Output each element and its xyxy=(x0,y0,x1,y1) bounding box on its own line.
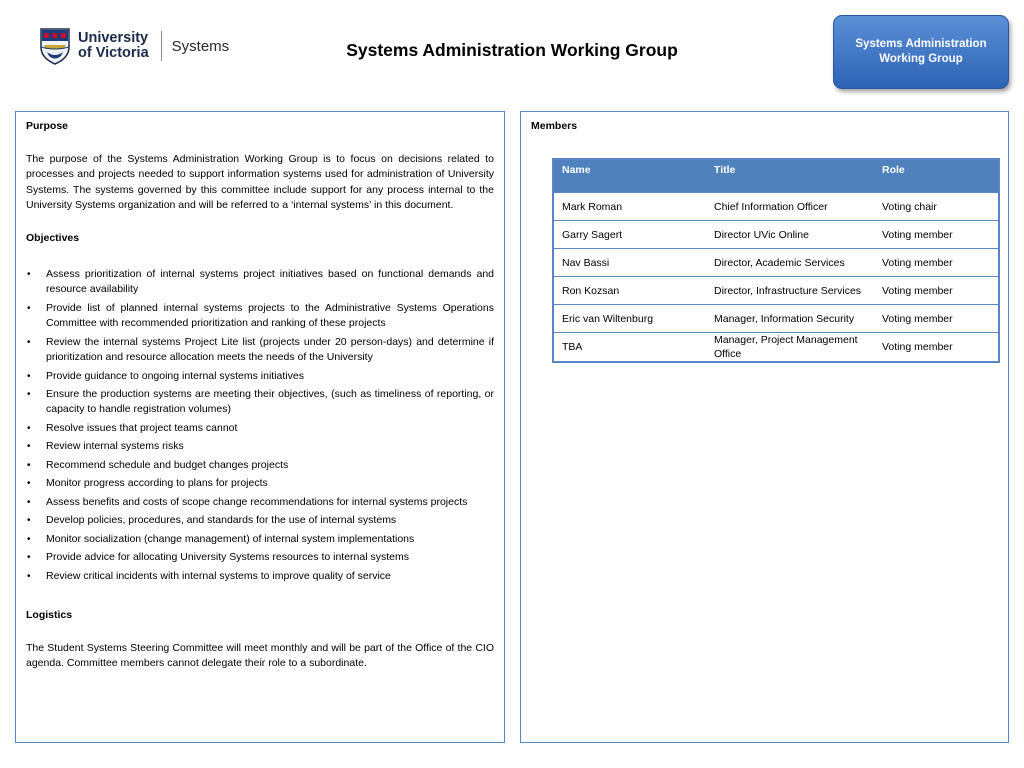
objective-item: • Recommend schedule and budget changes projects xyxy=(26,458,494,473)
member-role: Voting member xyxy=(874,305,999,333)
objective-item: • Review critical incidents with internal systems to improve quality of service xyxy=(26,569,494,584)
member-title: Chief Information Officer xyxy=(706,193,874,221)
member-name: Ron Kozsan xyxy=(553,277,706,305)
members-panel xyxy=(520,111,1009,743)
column-header-role: Role xyxy=(874,159,999,193)
table-header-row xyxy=(553,159,999,193)
logistics-heading: Logistics xyxy=(26,609,73,622)
member-role: Voting member xyxy=(874,221,999,249)
objective-item: • Resolve issues that project teams cannot xyxy=(26,421,494,436)
table-row xyxy=(553,333,999,363)
column-header-title: Title xyxy=(706,159,874,193)
member-role: Voting member xyxy=(874,277,999,305)
member-title: Director, Academic Services xyxy=(706,249,874,277)
member-name: Garry Sagert xyxy=(553,221,706,249)
objective-item: • Ensure the production systems are meeting their objectives, (such as timeliness of reporting, or capacity to handle registration volumes) xyxy=(26,387,494,418)
logistics-text: The Student Systems Steering Committee will meet monthly and will be part of the Office of the CIO agenda. Committee members cannot delegate their role to a subordinate. xyxy=(26,642,494,670)
objective-item: • Assess benefits and costs of scope change recommendations for internal systems projects xyxy=(26,495,494,510)
column-header-name: Name xyxy=(553,159,706,193)
page-title: Systems Administration Working Group xyxy=(346,40,678,60)
table-row xyxy=(553,305,999,333)
purpose-text: The purpose of the Systems Administration Working Group is to focus on decisions related to processes and projects needed to support information systems used for administration of University Systems. The systems governed by this committee include support for any process internal to the University Systems organization and will be referred to a ‘internal systems’ in this document. xyxy=(26,153,494,211)
member-title: Director, Infrastructure Services xyxy=(706,277,874,305)
member-role: Voting member xyxy=(874,249,999,277)
objective-item: • Provide advice for allocating University Systems resources to internal systems xyxy=(26,550,494,565)
table-row xyxy=(553,193,999,221)
logo-line-2: of Victoria xyxy=(78,45,149,61)
members-heading: Members xyxy=(531,120,578,132)
objective-item: • Monitor socialization (change management) of internal system implementations xyxy=(26,532,494,547)
objective-item: • Provide list of planned internal systems projects to the Administrative Systems Operations Committee with recommended prioritization and ranking of these projects xyxy=(26,301,494,332)
objective-item: • Develop policies, procedures, and standards for the use of internal systems xyxy=(26,513,494,528)
member-title: Director UVic Online xyxy=(706,221,874,249)
purpose-panel xyxy=(15,111,505,743)
group-badge xyxy=(833,15,1009,89)
member-role: Voting chair xyxy=(874,193,999,221)
member-name: TBA xyxy=(553,333,706,363)
member-name: Nav Bassi xyxy=(553,249,706,277)
member-name: Eric van Wiltenburg xyxy=(553,305,706,333)
objective-item: • Monitor progress according to plans for projects xyxy=(26,476,494,491)
members-table xyxy=(552,158,1000,363)
table-row xyxy=(553,277,999,305)
member-title: Manager, Project Management Office xyxy=(706,333,874,363)
objectives-heading: Objectives xyxy=(26,232,80,245)
logo-unit-name: Systems xyxy=(171,37,230,55)
logo-line-1: University xyxy=(78,30,149,46)
table-row xyxy=(553,249,999,277)
member-role: Voting member xyxy=(874,333,999,363)
table-row xyxy=(553,221,999,249)
objective-item: • Review internal systems risks xyxy=(26,439,494,454)
group-badge-label: Systems Administration Working Group xyxy=(855,38,987,65)
objective-item: • Review the internal systems Project Lite list (projects under 20 person-days) and determine if prioritization and resource allocation meets the needs of the University xyxy=(26,335,494,366)
objective-item: • Provide guidance to ongoing internal systems initiatives xyxy=(26,369,494,384)
objective-item: • Assess prioritization of internal systems project initiatives based on functional demands and resource availability xyxy=(26,267,494,298)
objectives-list xyxy=(26,267,494,584)
member-title: Manager, Information Security xyxy=(706,305,874,333)
member-name: Mark Roman xyxy=(553,193,706,221)
purpose-heading: Purpose xyxy=(26,120,69,132)
